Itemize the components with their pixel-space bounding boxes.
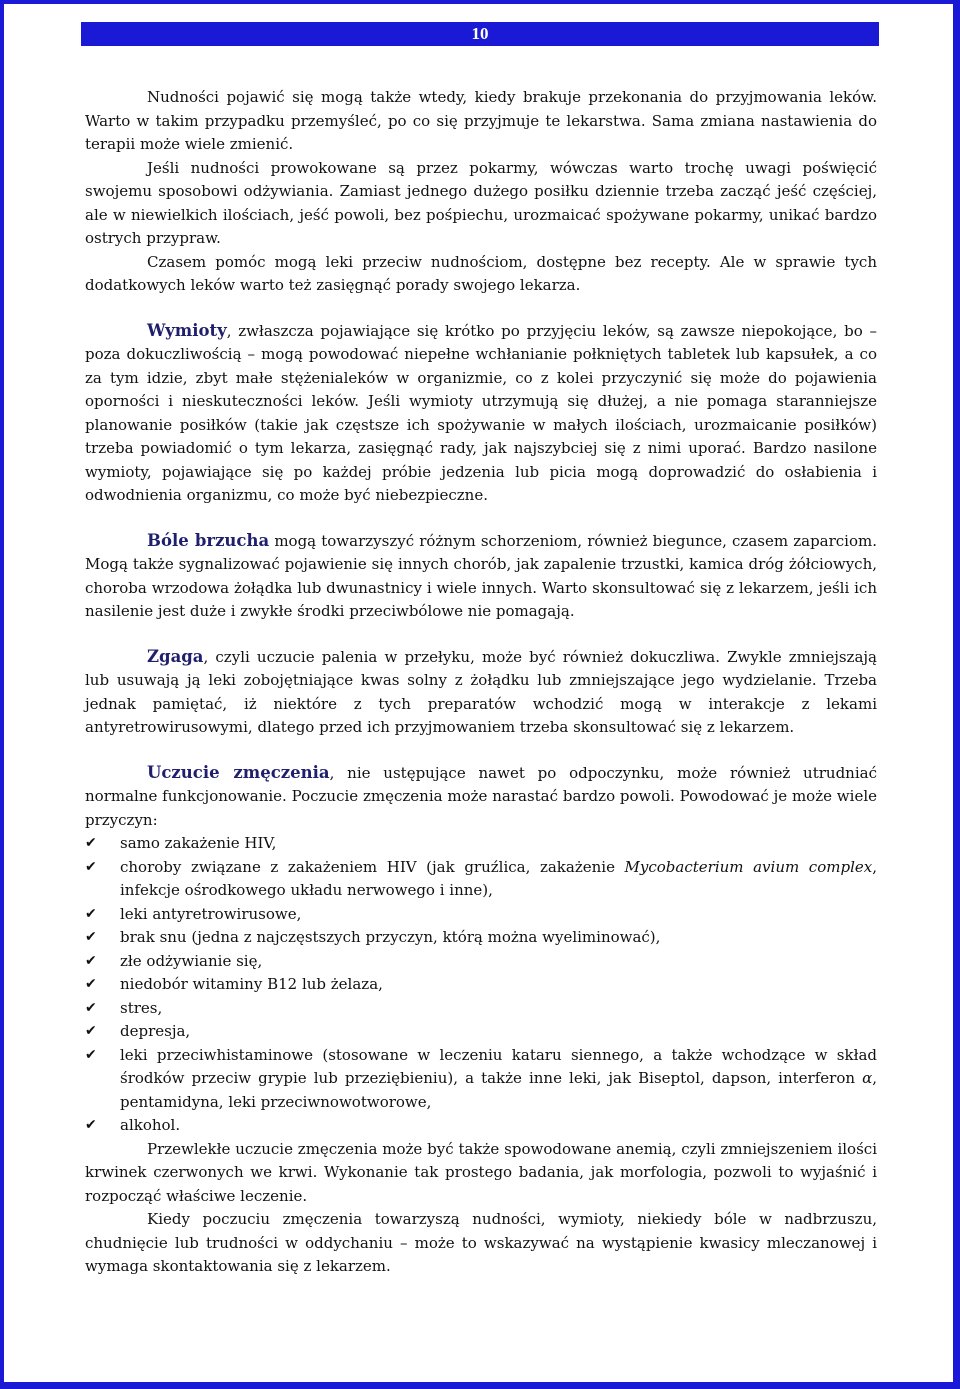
list-item-text: depresja, xyxy=(120,1022,191,1040)
paragraph-fatigue xyxy=(85,761,877,833)
paragraph-fatigue-acidosis: Kiedy poczuciu zmęczenia towarzyszą nudności, wymioty, niekiedy bóle w nadbrzuszu, chudnięcie lub trudności w oddychaniu – może to wskazywać na wystąpienie kwasicy mleczanowej i wymaga skontaktowania się z lekarzem. xyxy=(85,1210,877,1275)
list-item-text: niedobór witaminy B12 lub żelaza, xyxy=(120,975,383,993)
keyword-abdominal-pain: Bóle brzucha xyxy=(147,530,270,550)
list-item-text: stres, xyxy=(120,998,163,1017)
paragraph-nausea-food: Jeśli nudności prowokowane są przez pokarmy, wówczas warto trochę uwagi poświęcić swojemu sposobowi odżywiania. Zamiast jednego dużego posiłku dziennie trzeba zacząć jeść częściej, ale w niewielkich ilościach, jeść powoli, bez pośpiechu, urozmaicać spożywane pokarmy, unikać bardzo ostrych przypraw. xyxy=(85,158,877,247)
list-item-text: złe odżywianie się, xyxy=(120,951,263,970)
paragraph-nausea-drugs: Czasem pomóc mogą leki przeciw nudnościom, dostępne bez recepty. Ale w sprawie tych dodatkowych leków warto też zasięgnąć porady swojego lekarza. xyxy=(85,252,877,294)
list-item xyxy=(85,973,877,997)
list-item xyxy=(85,1044,877,1115)
heartburn-text: , czyli uczucie palenia w przełyku, może być również dokuczliwa. Zwykle zmniejszają lub usuwają ją leki zobojętniające kwas solny z żołądku lub zmniejszające jego wydzielanie. Trzeba jednak pamiętać, iż niektóre z tych preparatów wchodzić mogą w interakcje z lekami antyretrowirusowymi, dlatego przed ich przyjmowaniem trzeba skonsultować się z lekarzem. xyxy=(85,647,877,736)
list-item-text: samo zakażenie HIV, xyxy=(120,834,277,852)
list-item-text: , pentamidyna, leki przeciwnowotworowe, xyxy=(120,1069,877,1111)
check-icon: ✔ xyxy=(85,1046,97,1063)
list-item-text: leki przeciwhistaminowe (stosowane w leczeniu kataru siennego, a także wchodzące w skład środków przeciw grypie lub przeziębieniu), a także inne leki, jak Biseptol, dapson, interferon xyxy=(120,1045,877,1087)
check-icon: ✔ xyxy=(85,1117,97,1133)
alpha-symbol: α xyxy=(862,1069,873,1087)
fatigue-text: , nie ustępujące nawet po odpoczynku, może również utrudniać normalne funkcjonowanie. Poczucie zmęczenia może narastać bardzo powoli. Powodować je może wiele przyczyn: xyxy=(85,763,877,829)
list-item xyxy=(85,856,877,903)
check-icon: ✔ xyxy=(85,929,97,945)
keyword-fatigue: Uczucie zmęczenia xyxy=(147,762,330,782)
check-icon: ✔ xyxy=(85,952,97,969)
list-item xyxy=(85,926,877,950)
check-icon: ✔ xyxy=(85,976,97,992)
paragraph-vomiting xyxy=(85,319,877,508)
page-number-banner xyxy=(81,22,879,46)
paragraph-heartburn xyxy=(85,645,877,740)
check-icon: ✔ xyxy=(85,999,97,1016)
abdominal-pain-text: mogą towarzyszyć różnym schorzeniom, również biegunce, czasem zaparciom. Mogą także sygnalizować pojawienie się innych chorób, jak zapalenie trzustki, kamica dróg żółciowych, choroba wrzodowa żołądka lub dwunastnicy i wiele innych. Warto skonsultować się z lekarzem, jeśli ich nasilenie jest duże i zwykłe środki przeciwbólowe nie pomagają. xyxy=(85,531,877,620)
paragraph-abdominal-pain xyxy=(85,529,877,624)
check-icon: ✔ xyxy=(85,858,97,875)
list-item-text: choroby związane z zakażeniem HIV (jak gruźlica, zakażenie xyxy=(120,857,625,876)
paragraph-nausea-conviction: Nudności pojawić się mogą także wtedy, kiedy brakuje przekonania do przyjmowania leków. Warto w takim przypadku przemyśleć, po co się przyjmuje te lekarstwa. Sama zmiana nastawienia do terapii może wiele zmienić. xyxy=(85,88,877,153)
vomiting-text: , zwłaszcza pojawiające się krótko po przyjęciu leków, są zawsze niepokojące, bo – poza dokuczliwością – mogą powodować niepełne wchłanianie połkniętych tabletek lub kapsułek, a co za tym idzie, zbyt małe stężenialeków w organizmie, co z kolei przyczynić się może do pojawienia oporności i nieskuteczności leków. Jeśli wymioty utrzymują się dłużej, a nie pomaga staranniejsze planowanie posiłków (takie jak częstsze ich spożywanie w małych ilościach, urozmaicanie posiłków) trzeba powiadomić o tym lekarza, zasięgnąć rady, jak najszybciej się z nimi uporać. Bardzo nasilone wymioty, pojawiające się po każdej próbie jedzenia lub picia mogą doprowadzić do osłabienia i odwodnienia organizmu, co może być niebezpieczne. xyxy=(85,321,877,504)
list-item xyxy=(85,1020,877,1044)
fatigue-causes-list xyxy=(85,832,877,1138)
list-item xyxy=(85,832,877,856)
list-item xyxy=(85,950,877,974)
list-item xyxy=(85,903,877,927)
document-body xyxy=(85,86,877,1279)
page-number: 10 xyxy=(471,24,489,43)
list-item xyxy=(85,997,877,1021)
list-item-text: alkohol. xyxy=(120,1116,181,1134)
check-icon: ✔ xyxy=(85,1023,97,1039)
list-item-text: leki antyretrowirusowe, xyxy=(120,904,302,923)
keyword-vomiting: Wymioty xyxy=(147,320,227,340)
check-icon: ✔ xyxy=(85,905,97,922)
list-item-italic-text: Mycobacterium avium complex xyxy=(624,857,873,876)
list-item xyxy=(85,1114,877,1138)
list-item-text: , infekcje ośrodkowego układu nerwowego i inne), xyxy=(120,857,877,899)
paragraph-fatigue-anemia: Przewlekłe uczucie zmęczenia może być także spowodowane anemią, czyli zmniejszeniem ilości krwinek czerwonych we krwi. Wykonanie tak prostego badania, jak morfologia, pozwoli to wyjaśnić i rozpocząć właściwe leczenie. xyxy=(85,1139,877,1205)
check-icon: ✔ xyxy=(85,835,97,851)
list-item-text: brak snu (jedna z najczęstszych przyczyn, którą można wyeliminować), xyxy=(120,928,661,946)
keyword-heartburn: Zgaga xyxy=(147,646,204,666)
